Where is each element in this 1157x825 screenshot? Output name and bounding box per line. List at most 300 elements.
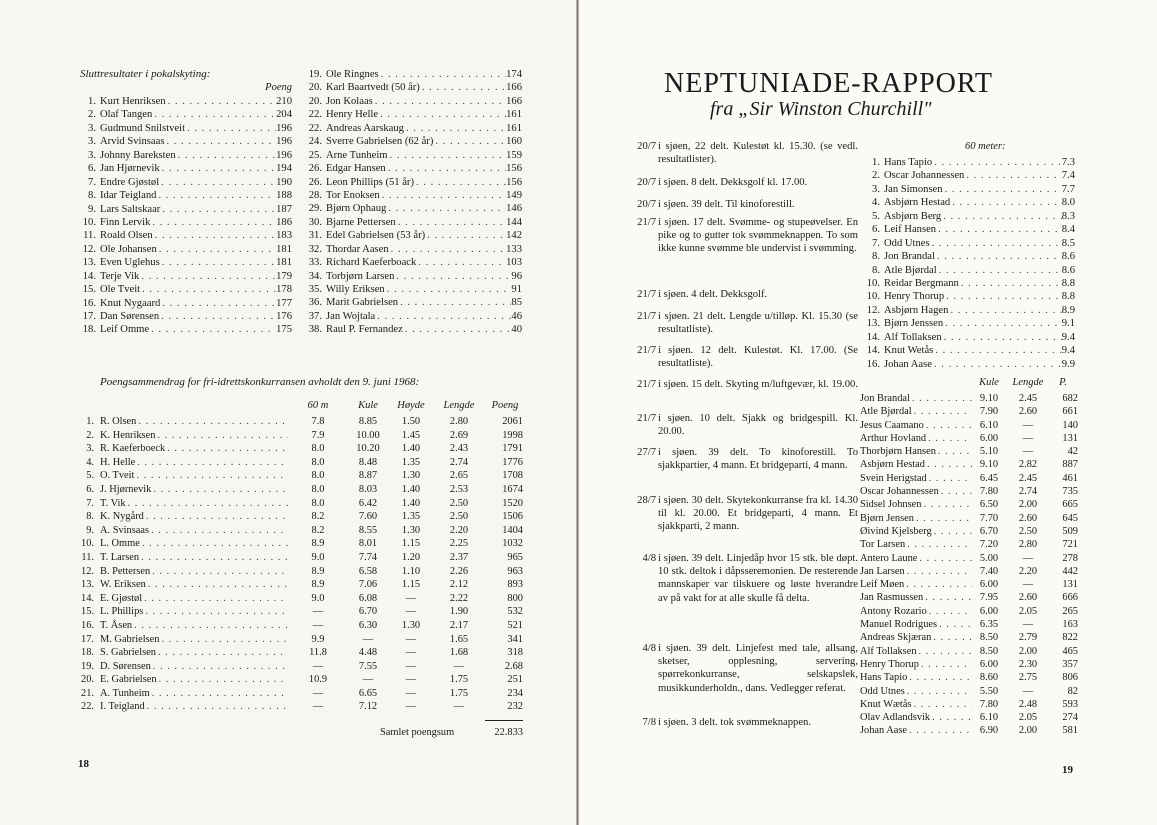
score: 144 (506, 216, 522, 228)
cell-kule: 9.10 (979, 459, 999, 471)
leader-dots (433, 135, 506, 148)
participant-name: Asbjørn Hestad (860, 459, 925, 471)
name-cell (860, 513, 972, 526)
leader-dots (389, 243, 506, 256)
rank: 20. (308, 82, 322, 94)
participant-name: Marit Gabrielsen (326, 297, 399, 309)
leader-dots (156, 189, 276, 202)
score: 146 (506, 203, 522, 215)
name-cell (96, 525, 288, 538)
participant-name: Even Uglehus (100, 257, 160, 269)
cell-hoyde: — (405, 592, 417, 604)
log-date: 20/7 (637, 177, 656, 188)
name-cell (860, 632, 972, 645)
cell-hoyde: 1.30 (401, 524, 421, 536)
leader-dots (910, 393, 972, 406)
list-item (860, 317, 1075, 330)
score: 188 (276, 190, 292, 202)
cell-60m: 9.0 (311, 592, 325, 604)
cell-lengde: 2.75 (1018, 672, 1038, 684)
name-cell (860, 406, 972, 419)
rank: 24. (308, 136, 322, 148)
list-item (860, 331, 1075, 344)
list-item (306, 149, 522, 162)
leader-dots (386, 162, 506, 175)
cell-p: 163 (1062, 619, 1078, 631)
table-row (858, 579, 1078, 592)
name-cell (96, 701, 288, 714)
score: 156 (506, 163, 522, 175)
score: 8.9 (1061, 304, 1075, 316)
log-date: 21/7 (637, 289, 656, 300)
participant-name: Kurt Henriksen (100, 96, 166, 107)
participant-name: O. Tveit (100, 470, 135, 482)
participant-name: L. Phillips (100, 606, 144, 618)
table-row (858, 566, 1078, 579)
cell-p: 465 (1062, 645, 1078, 657)
participant-name: Henry Helle (326, 109, 379, 121)
cell-kule: 5.10 (979, 446, 999, 458)
cell-poeng: 1404 (502, 524, 523, 536)
table-row (858, 606, 1078, 619)
leader-dots (142, 593, 288, 606)
rank: 18. (82, 324, 96, 336)
leader-dots (904, 579, 972, 592)
cell-kule: 5.50 (979, 685, 999, 697)
score: 186 (276, 216, 292, 228)
table-row (858, 513, 1078, 526)
participant-name: Øivind Kjelsberg (860, 525, 932, 537)
score: 161 (506, 109, 522, 121)
leader-dots (132, 620, 288, 633)
score: 8.5 (1061, 237, 1075, 249)
score: 159 (506, 149, 522, 161)
log-text: i sjøen. 21 delt. Lengde u/tilløp. Kl. 15.30 (se resultatliste). (658, 311, 858, 336)
score: 9.1 (1061, 318, 1075, 330)
table-row (80, 443, 525, 457)
table-row (80, 688, 525, 702)
rank: 19. (308, 69, 322, 80)
leader-dots (152, 108, 276, 121)
participant-name: Arthur Hovland (860, 432, 927, 444)
cell-poeng: 318 (507, 647, 523, 659)
leader-dots (159, 634, 288, 647)
cell-hoyde: — (405, 647, 417, 659)
cell-lengde: — (453, 660, 465, 672)
rank: 19. (81, 660, 94, 672)
cell-lengde: 2.60 (1018, 406, 1038, 418)
cell-p: 509 (1062, 525, 1078, 537)
cell-poeng: 232 (507, 701, 523, 713)
cell-lengde: 2.53 (449, 483, 469, 495)
list-item (80, 297, 292, 310)
leader-dots (936, 446, 972, 459)
cell-kule: 6.65 (358, 687, 378, 699)
participant-name: E. Gabrielsen (100, 674, 157, 686)
leader-dots (932, 156, 1062, 169)
fri-title: Poengsammendrag for fri-idrettskonkurransen avholdt den 9. juni 1968: (100, 376, 420, 388)
leader-dots (921, 499, 972, 512)
cell-lengde: 2.20 (449, 524, 469, 536)
cell-kule: 6.70 (979, 525, 999, 537)
cell-60m: 8.2 (311, 524, 325, 536)
participant-name: Jesus Caamano (860, 419, 924, 431)
leader-dots (139, 552, 288, 565)
rank: 28. (308, 189, 322, 201)
rank: 11. (83, 230, 96, 242)
list-item (306, 122, 522, 135)
table-row (858, 592, 1078, 605)
cell-poeng: 965 (507, 551, 523, 563)
rank: 18. (81, 647, 94, 659)
cell-p: 131 (1062, 432, 1078, 444)
leader-dots (380, 189, 506, 202)
rank: 12. (866, 304, 880, 316)
list-item (306, 135, 522, 148)
cell-kule: 6.00 (979, 579, 999, 591)
participant-name: I. Teigland (100, 701, 145, 713)
rank: 6. (86, 483, 94, 495)
participant-name: E. Gjøstøl (100, 592, 143, 604)
table-row (80, 701, 525, 715)
cell-60m: 8.0 (311, 443, 325, 455)
cell-hoyde: 1.40 (401, 443, 421, 455)
cell-kule: 7.06 (358, 579, 378, 591)
list-item (80, 216, 292, 229)
table-row (80, 525, 525, 539)
cell-poeng: 2.68 (504, 660, 523, 672)
cell-hoyde: — (405, 633, 417, 645)
cell-kule: 6.00 (979, 605, 999, 617)
participant-name: Jon Kolaas (326, 95, 373, 107)
participant-name: Oscar Johannessen (860, 486, 939, 498)
participant-name: Jan Larsen (860, 565, 905, 577)
name-cell (96, 661, 288, 674)
cell-kule: 8.03 (358, 483, 378, 495)
cell-p: 265 (1062, 605, 1078, 617)
rank: 5. (86, 470, 94, 482)
cell-60m: — (312, 687, 324, 699)
score: 8.6 (1061, 264, 1075, 276)
cell-hoyde: 1.50 (401, 416, 421, 427)
cell-kule: 8.01 (358, 538, 378, 550)
pokal-list-col1 (80, 95, 292, 337)
table-row (858, 619, 1078, 632)
participant-name: A. Svinsaas (100, 524, 150, 536)
leader-dots (160, 256, 276, 269)
leader-dots (398, 296, 511, 309)
participant-name: Lars Saltskaar (100, 203, 161, 215)
score: 174 (506, 69, 522, 80)
score: 176 (276, 311, 292, 322)
cell-hoyde: 1.40 (401, 497, 421, 509)
cell-lengde: 2.20 (1018, 565, 1038, 577)
cell-60m: 8.0 (311, 456, 325, 468)
cell-kule: 6.00 (979, 432, 999, 444)
name-cell (96, 538, 288, 551)
cell-poeng: 1032 (502, 538, 523, 550)
score: 161 (506, 122, 522, 134)
name-cell (96, 511, 288, 524)
cell-kule: 7.80 (979, 698, 999, 710)
rank: 26. (308, 176, 322, 188)
klp-header-row (858, 377, 1078, 391)
rank: 16. (82, 297, 96, 309)
rank: 26. (308, 163, 322, 175)
cell-lengde: — (1022, 432, 1034, 444)
name-cell (96, 688, 288, 701)
leader-dots (927, 473, 972, 486)
meter-title: 60 meter: (965, 141, 1006, 152)
rank: 7. (88, 176, 96, 188)
participant-name: Antero Laune (860, 552, 918, 564)
cell-kule: 5.00 (979, 552, 999, 564)
name-cell (96, 443, 288, 456)
name-cell (860, 686, 972, 699)
name-cell (860, 592, 972, 605)
score: 8.8 (1061, 291, 1075, 303)
name-cell (860, 486, 972, 499)
score: 9.4 (1061, 345, 1075, 357)
list-item (306, 108, 522, 121)
list-item (80, 283, 292, 296)
cell-p: 131 (1062, 579, 1078, 591)
name-cell (96, 593, 288, 606)
cell-hoyde: 1.35 (401, 511, 421, 523)
rank: 4. (86, 456, 94, 468)
name-cell (860, 499, 972, 512)
participant-name: Knut Wætås (860, 698, 912, 710)
cell-p: 274 (1062, 712, 1078, 724)
rank: 15. (81, 606, 94, 618)
list-item (860, 210, 1075, 223)
name-cell (860, 553, 972, 566)
leader-dots (937, 619, 972, 632)
cell-lengde: 2.50 (1018, 525, 1038, 537)
table-row (858, 433, 1078, 446)
leader-dots (151, 484, 288, 497)
table-row (858, 686, 1078, 699)
name-cell (96, 620, 288, 633)
leader-dots (905, 539, 972, 552)
participant-name: L. Omme (100, 538, 140, 550)
score: 9.4 (1061, 331, 1075, 343)
participant-name: Leif Hansen (884, 224, 937, 236)
score: 156 (506, 176, 522, 188)
rank: 33. (308, 257, 322, 269)
rank: 9. (88, 203, 96, 215)
participant-name: Knut Nygaard (100, 297, 161, 309)
participant-name: Gudmund Snilstveit (100, 122, 186, 134)
rank: 21. (81, 687, 94, 699)
log-text: i sjøen. 30 delt. Skytekonkurranse fra kl. 14.30 til kl. 20.00. Et bridgeparti, 4 mann. Et sjakkparti, 2 mann. (658, 495, 858, 533)
leader-dots (944, 290, 1062, 303)
participant-name: Jan Hjørnevik (100, 163, 160, 175)
cell-lengde: 2.50 (449, 497, 469, 509)
list-item (860, 237, 1075, 250)
cell-60m: — (312, 701, 324, 713)
leader-dots (917, 553, 972, 566)
leader-dots (149, 323, 276, 336)
participant-name: Leon Phillips (51 år) (326, 176, 414, 188)
activity-log (620, 140, 860, 760)
participant-name: Jon Brandal (860, 393, 910, 404)
score: 9.9 (1061, 358, 1075, 370)
name-cell (860, 526, 972, 539)
list-item (860, 358, 1075, 371)
table-row (80, 634, 525, 648)
cell-hoyde: 1.15 (401, 579, 421, 591)
rank: 25. (308, 149, 322, 161)
table-row (858, 406, 1078, 419)
cell-lengde: 2.00 (1018, 725, 1038, 737)
list-item (306, 243, 522, 256)
participant-name: B. Pettersen (100, 565, 151, 577)
table-row (858, 420, 1078, 433)
list-item (306, 310, 522, 323)
name-cell (860, 566, 972, 579)
list-item (80, 149, 292, 162)
name-cell (860, 446, 972, 459)
leader-dots (420, 81, 506, 94)
list-item (80, 243, 292, 256)
table-row (80, 484, 525, 498)
list-item (860, 223, 1075, 236)
list-item (80, 122, 292, 135)
score: 40 (511, 324, 522, 336)
rank: 13. (82, 257, 96, 269)
cell-poeng: 893 (507, 579, 523, 591)
samlet-value: 22.833 (494, 727, 523, 738)
participant-name: Jon Brandal (884, 251, 935, 263)
participant-name: Henry Thorup (884, 291, 945, 303)
cell-hoyde: — (405, 687, 417, 699)
participant-name: Arvid Svinsaas (100, 136, 165, 148)
participant-name: J. Hjørnevik (100, 483, 152, 495)
leader-dots (149, 525, 288, 538)
cell-kule: 6.30 (358, 619, 378, 631)
participant-name: Torbjørn Larsen (326, 270, 395, 282)
rank: 11. (81, 551, 94, 563)
cell-kule: 6.10 (979, 712, 999, 724)
leader-dots (155, 430, 288, 443)
cell-poeng: 234 (507, 687, 523, 699)
cell-60m: 7.8 (311, 416, 325, 427)
leader-dots (160, 203, 276, 216)
participant-name: M. Gabrielsen (100, 633, 160, 645)
rank: 6. (872, 224, 880, 236)
participant-name: Jan Wojtala (326, 310, 376, 322)
table-row (80, 552, 525, 566)
participant-name: Hans Tapio (860, 672, 908, 684)
cell-kule: 6.90 (979, 725, 999, 737)
score: 133 (506, 243, 522, 255)
log-text: i sjøen. 3 delt. tok svømmeknappen. (658, 717, 811, 728)
cell-kule: 4.48 (358, 647, 378, 659)
log-date: 20/7 (637, 141, 656, 152)
participant-name: Bjørn Jensen (860, 512, 914, 524)
leader-dots (136, 416, 288, 429)
cell-lengde: 2.82 (1018, 459, 1038, 471)
leader-dots (134, 470, 288, 483)
participant-name: Ole Tveit (100, 284, 141, 296)
rank: 38. (308, 324, 322, 336)
score: 187 (276, 203, 292, 215)
score: 160 (506, 136, 522, 148)
participant-name: W. Eriksen (100, 579, 146, 591)
cell-lengde: — (1022, 419, 1034, 431)
cell-lengde: 1.75 (449, 687, 469, 699)
log-date: 20/7 (637, 199, 656, 210)
list-item (306, 296, 522, 309)
leader-dots (403, 323, 512, 336)
participant-name: H. Helle (100, 456, 136, 468)
cell-lengde: 2.22 (449, 592, 469, 604)
cell-kule: 8.55 (358, 524, 378, 536)
rank: 10. (81, 538, 94, 550)
log-text: i sjøen, 22 delt. Kulestøt kl. 15.30. (se vedl. resultatlister). (658, 141, 858, 166)
participant-name: Johan Aase (884, 358, 932, 370)
cell-poeng: 1776 (502, 456, 523, 468)
leader-dots (375, 310, 511, 323)
participant-name: Dan Sørensen (100, 311, 160, 322)
cell-60m: 8.9 (311, 579, 325, 591)
participant-name: Antony Rozario (860, 605, 927, 617)
cell-hoyde: — (405, 660, 417, 672)
rank: 22. (308, 122, 322, 134)
rank: 8. (872, 251, 880, 263)
leader-dots (140, 283, 276, 296)
log-text: i sjøen. 39 delt. Linjefest med tale, allsang, sketser, opplesning, servering, spørrekonkurranse, selskapslek, musikkunderholdn., dans. Vedlegger referat. (658, 643, 858, 694)
log-text: i sjøen. 39 delt. To kinoforestill. To sjakkpartier, 4 mann. Et bridgeparti, 4 mann. (658, 447, 858, 472)
participant-name: Richard Kaeferboack (326, 257, 417, 269)
fri-header-kule: Kule (358, 400, 378, 411)
table-row (80, 674, 525, 688)
score: 183 (276, 230, 292, 242)
leader-dots (396, 216, 506, 229)
cell-kule: 8.85 (358, 416, 378, 427)
fri-header-lengde: Lengde (443, 400, 475, 411)
cell-lengde: 2.05 (1018, 605, 1038, 617)
participant-name: Karl Baartvedt (50 år) (326, 82, 420, 94)
cell-p: 682 (1062, 393, 1078, 404)
participant-name: K. Henriksen (100, 429, 156, 441)
table-row (858, 539, 1078, 552)
cell-p: 666 (1062, 592, 1078, 604)
leader-dots (907, 725, 972, 738)
rank: 8. (872, 264, 880, 276)
cell-kule: 7.80 (979, 486, 999, 498)
score: 196 (276, 136, 292, 148)
cell-poeng: 1674 (502, 483, 523, 495)
leader-dots (933, 344, 1061, 357)
cell-lengde: 2.05 (1018, 712, 1038, 724)
list-item (306, 323, 522, 336)
table-row (858, 646, 1078, 659)
rank: 20. (308, 95, 322, 107)
score: 8.0 (1061, 197, 1075, 209)
table-row (858, 473, 1078, 486)
leader-dots (378, 108, 506, 121)
report-subtitle: fra „Sir Winston Churchill" (710, 98, 932, 120)
table-row (858, 526, 1078, 539)
participant-name: T. Åsen (100, 619, 133, 631)
klp-header-lengde: Lengde (1012, 377, 1044, 388)
list-item (80, 189, 292, 202)
cell-60m: 9.0 (311, 551, 325, 563)
left-page (0, 0, 578, 825)
table-row (80, 579, 525, 593)
